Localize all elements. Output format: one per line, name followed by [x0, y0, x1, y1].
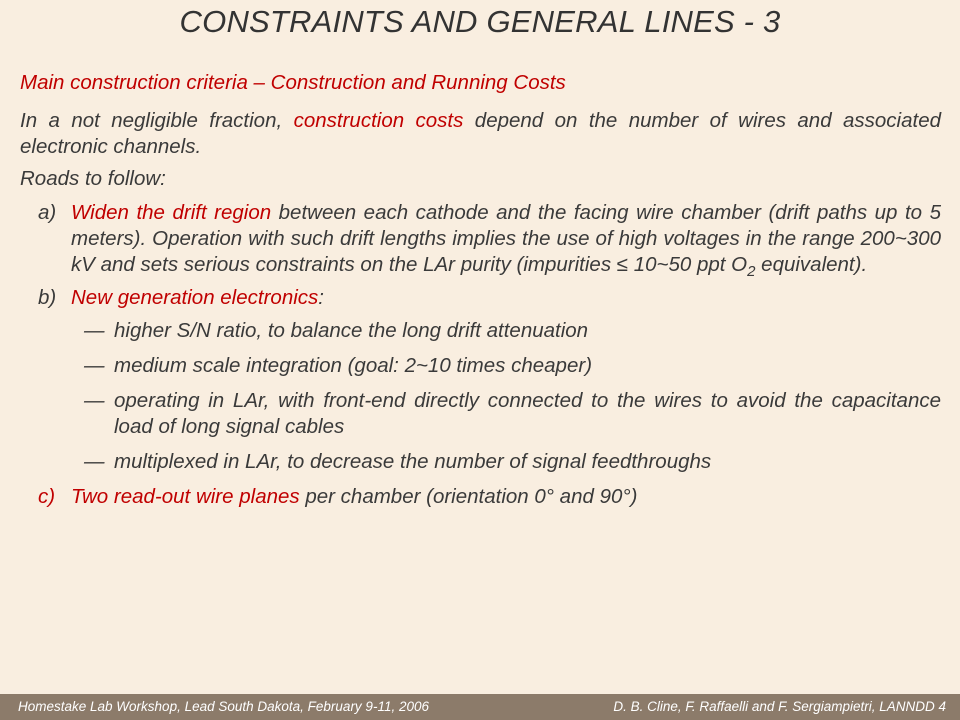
- footer-left-text: Homestake Lab Workshop, Lead South Dakota, February 9-11, 2006: [18, 699, 429, 714]
- item-c-highlight: Two read-out wire planes: [71, 485, 300, 508]
- bullet-item: [84, 449, 941, 475]
- intro-paragraph: [20, 108, 941, 160]
- intro-text-before: In a not negligible fraction,: [20, 109, 294, 132]
- dash-marker: —: [84, 319, 105, 342]
- bullet-text: higher S/N ratio, to balance the long drift attenuation: [114, 319, 589, 342]
- item-a-subscript: 2: [747, 263, 756, 281]
- bullet-text: medium scale integration (goal: 2~10 times cheaper): [114, 354, 593, 377]
- item-c-text: per chamber (orientation 0° and 90°): [299, 485, 638, 508]
- dash-marker: —: [84, 450, 105, 473]
- list-marker-a: a): [38, 201, 57, 224]
- item-a-highlight: Widen the drift region: [71, 201, 272, 224]
- item-b-highlight: New generation electronics: [71, 286, 319, 309]
- item-a-text: between each cathode and the facing wire chamber (drift paths up to 5 meters). Operation with such drift lengths implies the use of high voltages in the range 200~300 kV and sets serious constraints on the LAr purity (impurities ≤ 10~50 ppt O: [71, 201, 941, 276]
- footer-right-text: D. B. Cline, F. Raffaelli and F. Sergiampietri, LANNDD 4: [613, 699, 946, 714]
- bullet-text: operating in LAr, with front-end directly connected to the wires to avoid the capacitance load of long signal cables: [114, 389, 941, 438]
- section-subtitle: Main construction criteria – Construction and Running Costs: [20, 71, 566, 94]
- list-marker-b: b): [38, 286, 57, 309]
- roads-label: Roads to follow:: [20, 167, 166, 190]
- list-item-b-body: [71, 285, 941, 311]
- bullet-text: multiplexed in LAr, to decrease the number of signal feedthroughs: [114, 450, 712, 473]
- slide-content: [20, 70, 941, 517]
- bullet-item: [84, 353, 941, 379]
- list-item-a-body: [71, 200, 941, 281]
- dash-marker: —: [84, 354, 105, 377]
- list-item-b: [38, 285, 941, 311]
- list-item-c-body: [71, 484, 941, 510]
- bullet-item: [84, 318, 941, 344]
- item-b-suffix: :: [318, 286, 324, 309]
- footer-bar: [0, 694, 960, 720]
- bullet-item: [84, 388, 941, 440]
- list-item-a: [38, 200, 941, 281]
- dash-marker: —: [84, 389, 105, 412]
- intro-highlight: construction costs: [293, 109, 464, 132]
- item-a-text-end: equivalent).: [755, 253, 868, 276]
- slide-title: CONSTRAINTS AND GENERAL LINES - 3: [179, 4, 781, 39]
- intro-text-after: depend on the number of wires and associated electronic channels.: [20, 109, 942, 158]
- list-item-c: [38, 484, 941, 510]
- list-marker-c: c): [38, 485, 56, 508]
